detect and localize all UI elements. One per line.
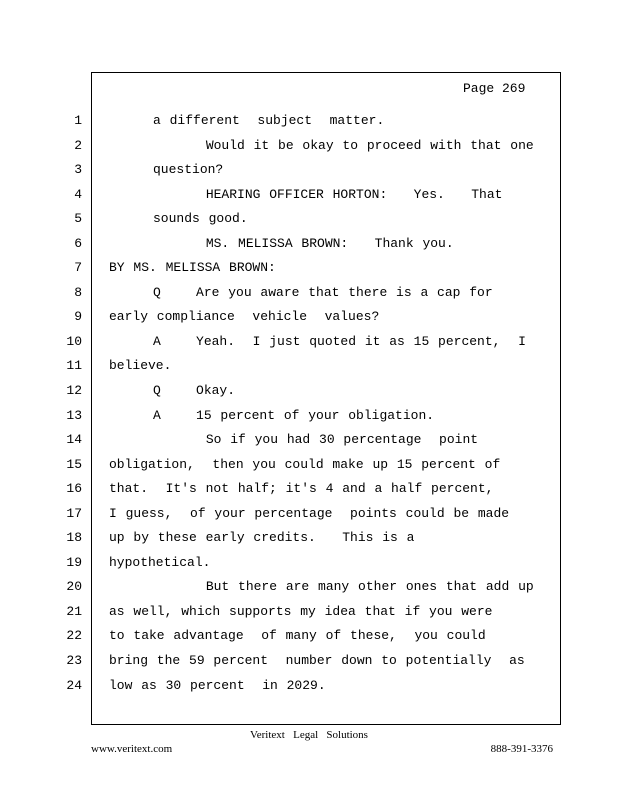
transcript-line: Q Okay. <box>109 383 236 399</box>
line-number: 14 <box>66 432 82 448</box>
line-number: 4 <box>74 186 82 202</box>
line-number: 22 <box>66 628 82 644</box>
line-number: 5 <box>74 211 82 227</box>
transcript-text <box>109 112 554 701</box>
line-number: 23 <box>66 653 82 669</box>
line-number: 12 <box>66 383 82 399</box>
transcript-line: A Yeah. I just quoted it as 15 percent, I <box>109 333 526 349</box>
line-number: 18 <box>66 530 82 546</box>
transcript-line: early compliance vehicle values? <box>109 309 380 325</box>
transcript-line: question? <box>109 162 224 178</box>
transcript-line: But there are many other ones that add up <box>109 579 534 595</box>
transcript-line: A 15 percent of your obligation. <box>109 407 435 423</box>
transcript-line: obligation, then you could make up 15 percent of <box>109 456 501 472</box>
line-number: 11 <box>66 358 82 374</box>
transcript-line: bring the 59 percent number down to potentially as <box>109 653 525 669</box>
line-number: 7 <box>74 260 82 276</box>
line-number: 15 <box>66 456 82 472</box>
line-number-column <box>60 112 82 701</box>
transcript-line: MS. MELISSA BROWN: Thank you. <box>109 235 454 251</box>
footer-phone: 888-391-3376 <box>490 743 553 755</box>
transcript-line: Would it be okay to proceed with that one <box>109 137 534 153</box>
line-number: 13 <box>66 407 82 423</box>
line-number: 24 <box>66 677 82 693</box>
line-number: 9 <box>74 309 82 325</box>
footer-website: www.veritext.com <box>91 743 173 755</box>
line-number: 20 <box>66 579 82 595</box>
transcript-line: believe. <box>109 358 172 374</box>
line-number: 19 <box>66 554 82 570</box>
line-number: 21 <box>66 603 82 619</box>
transcript-line: up by these early credits. This is a <box>109 530 415 546</box>
line-number: 17 <box>66 505 82 521</box>
transcript-line: I guess, of your percentage points could be made <box>109 505 510 521</box>
line-number: 10 <box>66 333 82 349</box>
transcript-line: sounds good. <box>109 211 248 227</box>
line-number: 3 <box>74 162 82 178</box>
transcript-line: low as 30 percent in 2029. <box>109 677 326 693</box>
page-number: Page 269 <box>463 81 526 96</box>
transcript-line: hypothetical. <box>109 554 211 570</box>
transcript-line: as well, which supports my idea that if you were <box>109 603 493 619</box>
line-number: 6 <box>74 235 82 251</box>
transcript-line: BY MS. MELISSA BROWN: <box>109 260 276 276</box>
transcript-line: to take advantage of many of these, you could <box>109 628 486 644</box>
transcript-line: So if you had 30 percentage point <box>109 432 479 448</box>
transcript-line: a different subject matter. <box>109 113 385 128</box>
line-number: 16 <box>66 481 82 497</box>
line-number: 1 <box>74 113 82 128</box>
footer-company: Veritext Legal Solutions <box>250 729 368 741</box>
transcript-line: that. It's not half; it's 4 and a half percent, <box>109 481 494 497</box>
line-number: 2 <box>74 137 82 153</box>
transcript-line: Q Are you aware that there is a cap for <box>109 284 493 300</box>
transcript-line: HEARING OFFICER HORTON: Yes. That <box>109 186 503 202</box>
line-number: 8 <box>74 284 82 300</box>
